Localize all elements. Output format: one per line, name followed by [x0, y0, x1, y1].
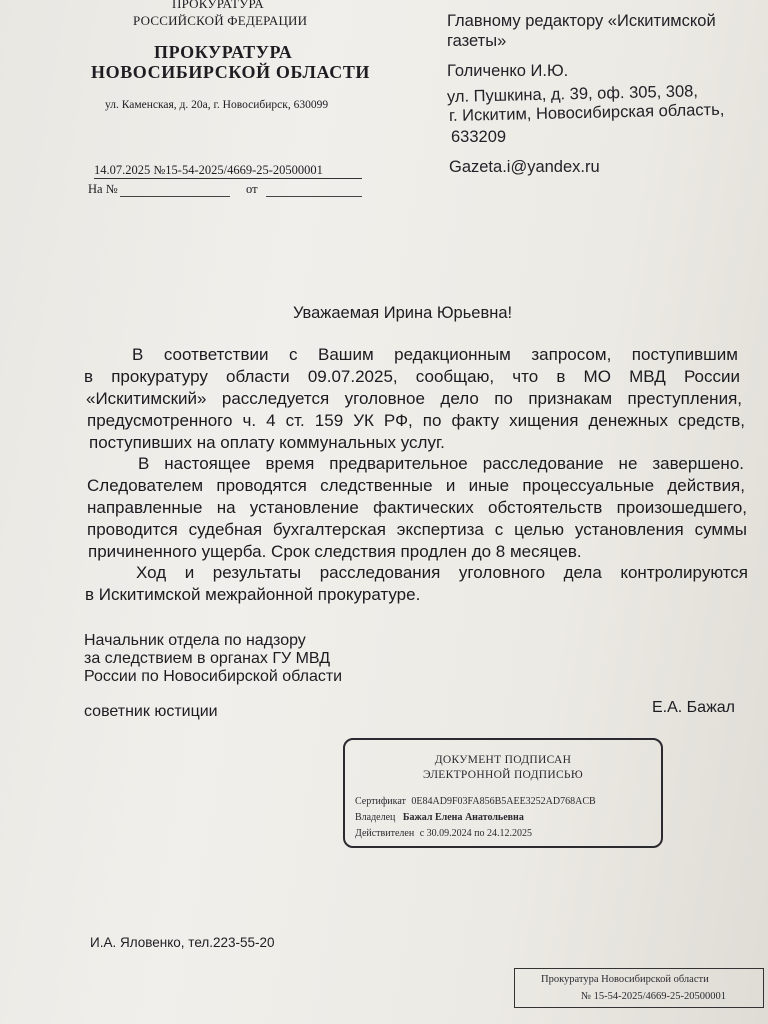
paragraph-3-line-1: Ход и результаты расследования уголовного дела контролируются — [136, 563, 748, 582]
registration-org: Прокуратура Новосибирской области — [541, 974, 709, 985]
owner-value: Бажал Елена Анатольевна — [402, 812, 524, 823]
registration-number: № 15-54-2025/4669-25-20500001 — [581, 991, 727, 1002]
signatory-position-3: России по Новосибирской области — [84, 668, 343, 685]
paragraph-1-line-5: поступивших на оплату коммунальных услуг. — [89, 433, 445, 452]
stamp-certificate-row — [355, 796, 596, 807]
electronic-signature-stamp — [343, 738, 663, 848]
stamp-valid-row — [355, 828, 532, 839]
ref-label: На № — [88, 182, 118, 196]
valid-value: с 30.09.2024 по 24.12.2025 — [419, 828, 533, 839]
recipient-address2: г. Искитим, Новосибирская область, — [448, 100, 725, 125]
stamp-title-2: ЭЛЕКТРОННОЙ ПОДПИСЬЮ — [423, 769, 583, 781]
owner-label: Владелец — [355, 812, 396, 823]
header-org-top: ПРОКУРАТУРА — [172, 0, 264, 11]
recipient-line1: Главному редактору «Искитимской — [447, 12, 716, 30]
paragraph-2-line-1: В настоящее время предварительное расследование не завершено. — [138, 454, 744, 473]
header-org-name-1: ПРОКУРАТУРА — [154, 42, 293, 62]
from-underline — [266, 196, 362, 197]
recipient-line2: газеты» — [447, 32, 507, 50]
paragraph-2-line-2: Следователем проводятся следственные и иные процессуальные действия, — [87, 476, 745, 495]
recipient-name: Голиченко И.Ю. — [447, 62, 569, 80]
header-org-name-2: НОВОСИБИРСКОЙ ОБЛАСТИ — [91, 62, 371, 82]
recipient-email: Gazeta.i@yandex.ru — [449, 158, 600, 176]
certificate-value: 0E84AD9F03FA856B5AEE3252AD768ACB — [411, 796, 596, 807]
reference-row — [88, 182, 363, 198]
stamp-title-1: ДОКУМЕНТ ПОДПИСАН — [434, 754, 572, 766]
paragraph-1-line-1: В соответствии с Вашим редакционным запросом, поступившим — [132, 345, 738, 364]
paragraph-2-line-3: направленные на установление фактических обстоятельств произошедшего, — [87, 498, 747, 517]
valid-label: Действителен — [355, 828, 415, 839]
salutation: Уважаемая Ирина Юрьевна! — [293, 304, 513, 322]
certificate-label: Сертификат — [355, 796, 406, 807]
ref-underline — [120, 196, 230, 197]
executor-contact: И.А. Яловенко, тел.223-55-20 — [90, 935, 275, 950]
signatory-rank: советник юстиции — [84, 703, 218, 720]
outgoing-number: 14.07.2025 №15-54-2025/4669-25-20500001 — [94, 163, 362, 179]
signatory-name: Е.А. Бажал — [652, 699, 736, 716]
recipient-address3: 633209 — [451, 128, 507, 146]
paragraph-1-line-4: предусмотренного ч. 4 ст. 159 УК РФ, по факту хищения денежных средств, — [87, 411, 745, 430]
paragraph-2-line-5: причиненного ущерба. Срок следствия продлен до 8 месяцев. — [88, 542, 582, 561]
header-federation: РОССИЙСКОЙ ФЕДЕРАЦИИ — [133, 13, 308, 28]
paragraph-2-line-4: проводится судебная бухгалтерская экспертиза с целью установления суммы — [87, 520, 747, 539]
from-label: от — [246, 182, 258, 196]
signatory-position-1: Начальник отдела по надзору — [84, 632, 306, 649]
signatory-position-2: за следствием в органах ГУ МВД — [84, 650, 331, 667]
recipient-address1: ул. Пушкина, д. 39, оф. 305, 308, — [446, 82, 699, 106]
paragraph-1-line-3: «Искитимский» расследуется уголовное дело по признакам преступления, — [86, 389, 742, 408]
paragraph-3-line-2: в Искитимской межрайонной прокуратуре. — [85, 585, 421, 604]
header-address: ул. Каменская, д. 20а, г. Новосибирск, 630099 — [105, 99, 329, 111]
paragraph-1-line-2: в прокуратуру области 09.07.2025, сообщаю, что в МО МВД России — [84, 367, 740, 386]
stamp-owner-row — [355, 812, 524, 823]
registration-box — [514, 968, 764, 1008]
